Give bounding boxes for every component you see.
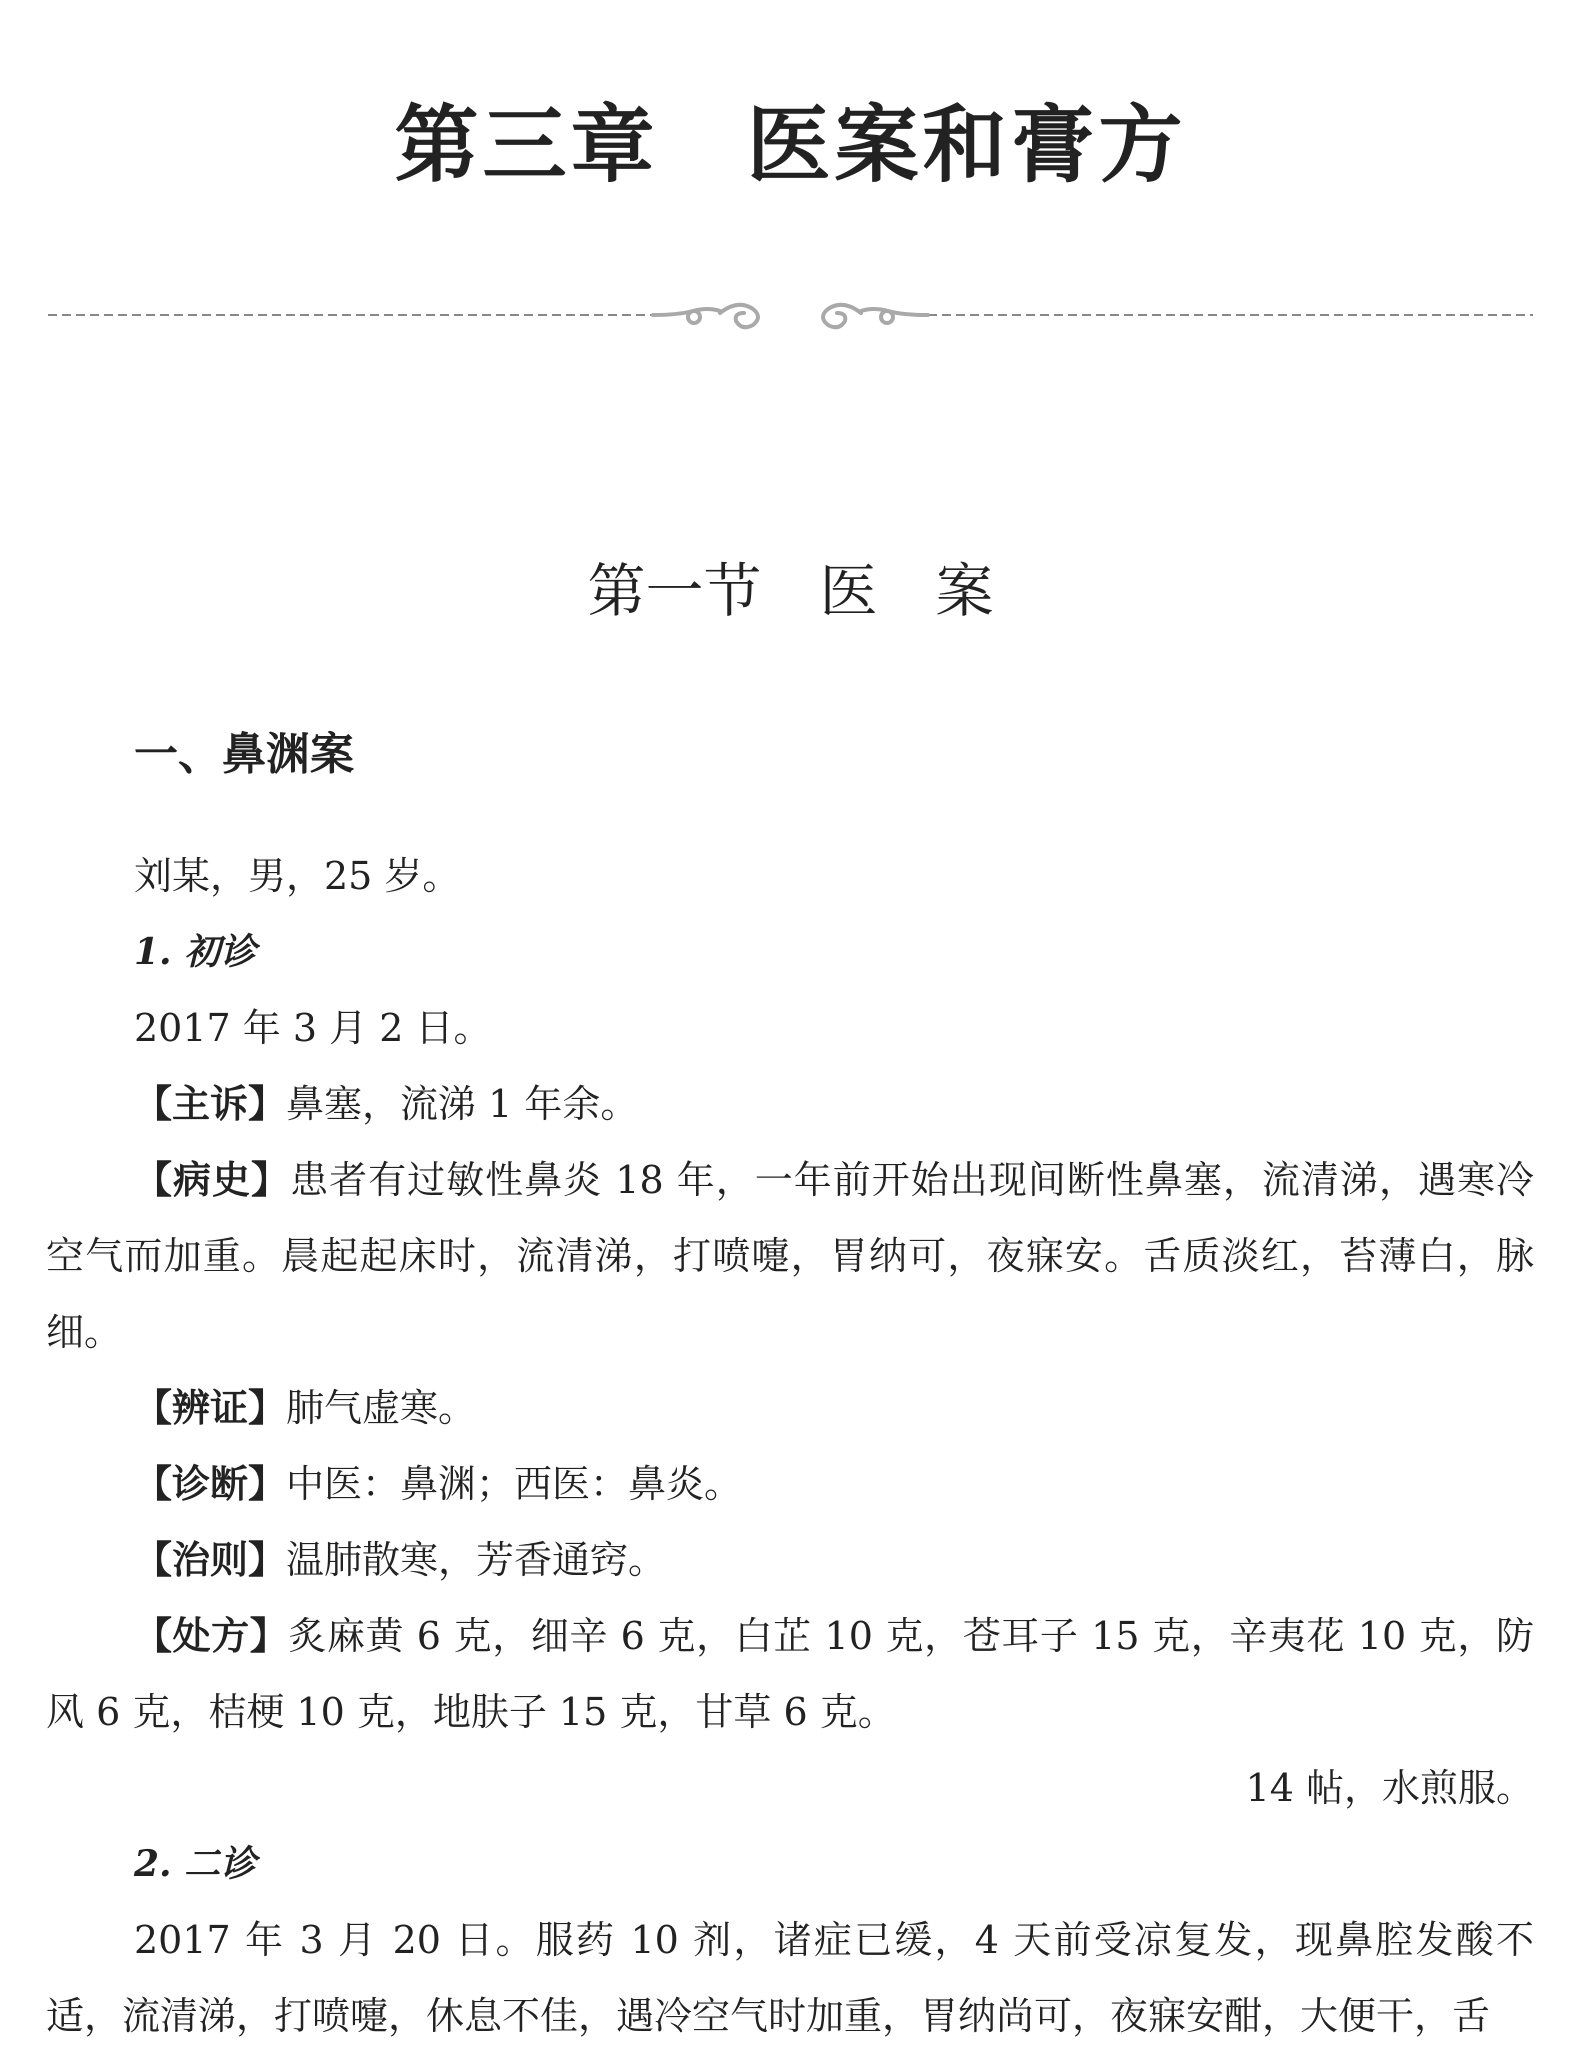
diagnosis-text: 中医：鼻渊；西医：鼻炎。 <box>286 1462 743 1506</box>
diagnosis <box>46 1446 1534 1522</box>
medical-history-text: 患者有过敏性鼻炎 18 年，一年前开始出现间断性鼻塞，流清涕，遇寒冷空气而加重。晨起起床时，流清涕，打喷嚏，胃纳可，夜寐安。舌质淡红，苔薄白，脉细。 <box>46 1158 1534 1354</box>
dosage-instructions: 14 帖，水煎服。 <box>1245 1766 1534 1810</box>
chief-complaint-label: 【主诉】 <box>134 1082 287 1126</box>
second-visit-text: 2017 年 3 月 20 日。服药 10 剂，诸症已缓，4 天前受凉复发，现鼻腔发酸不适，流清涕，打喷嚏，休息不佳，遇冷空气时加重，胃纳尚可，夜寐安酣，大便干，舌 <box>46 1918 1534 2038</box>
medical-history <box>46 1142 1534 1370</box>
prescription-label: 【处方】 <box>134 1614 289 1658</box>
chief-complaint <box>46 1066 1534 1142</box>
case-body <box>46 838 1534 2054</box>
case-heading: 一、鼻渊案 <box>134 729 354 780</box>
medical-history-label: 【病史】 <box>134 1158 291 1202</box>
treatment-principle-label: 【治则】 <box>134 1538 287 1582</box>
syndrome-differentiation <box>46 1370 1534 1446</box>
section-title: 第一节 医 案 <box>587 557 994 625</box>
treatment-principle-text: 温肺散寒，芳香通窍。 <box>286 1538 667 1582</box>
first-visit-date: 2017 年 3 月 2 日。 <box>134 1006 492 1050</box>
first-visit-heading: 1. 初诊 <box>134 931 257 973</box>
syndrome-differentiation-label: 【辨证】 <box>134 1386 287 1430</box>
prescription-text: 炙麻黄 6 克，细辛 6 克，白芷 10 克，苍耳子 15 克，辛夷花 10 克，防风 6 克，桔梗 10 克，地肤子 15 克，甘草 6 克。 <box>46 1614 1534 1734</box>
cloud-scroll-icon <box>653 305 928 327</box>
chapter-title: 第三章 医案和膏方 <box>394 95 1187 194</box>
second-visit-heading: 2. 二诊 <box>134 1843 257 1885</box>
ornamental-divider <box>48 295 1533 335</box>
diagnosis-label: 【诊断】 <box>134 1462 287 1506</box>
treatment-principle <box>46 1522 1534 1598</box>
chief-complaint-text: 鼻塞，流涕 1 年余。 <box>286 1082 639 1126</box>
prescription <box>46 1598 1534 1750</box>
patient-info: 刘某，男，25 岁。 <box>134 854 461 898</box>
syndrome-differentiation-text: 肺气虚寒。 <box>286 1386 477 1430</box>
